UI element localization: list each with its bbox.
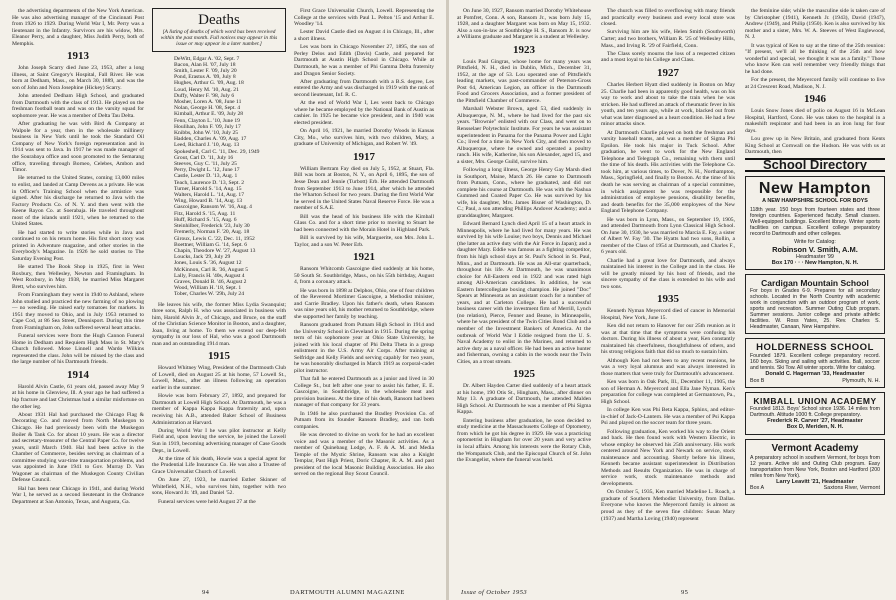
paragraph: Howie was born February 27, 1892, and prepared for Dartmouth at Lowell High School. At Dartmouth, he was a member of Kappa Kappa Kappa fraternity and, upon receiving his A.B., attended Baker School of Business Administration at Harvard.	[152, 393, 286, 426]
deaths-list-item: Teach, Laurence D. '13, Sept. 2	[174, 179, 245, 186]
paragraph: Funeral services were from the Hugh Cannon Funeral Home in Dedham and Requiem High Mass in St. Mary's Church followed. Mose Linnell and Wardo Wilkins represented the class. John will be missed by the class and the large number of his Dartmouth friends.	[12, 333, 144, 366]
paragraph: After graduating he was with Bird & Company at Walpole for a year, then in the wholesale millinery business in New York until he took the Standard Oil Company of New York's foreign representation and in 1914 was sent to Java. In 1917 he was made manager of the Sourabaya office and soon promoted to the Semarang office, traveling through Borneo, Celebes, Ambon and Timor.	[12, 121, 144, 174]
deaths-list	[152, 56, 286, 298]
ad-cardigan-mountain	[745, 274, 885, 334]
deaths-list-item: Perry, Dwight L. '12, June 17	[174, 167, 240, 174]
paragraph: It was typical of Ken to say at the time of the 25th reunion: "If present, we'll all be thinking of the 25th and how wonderful and special, we thought it was as a family." Those who know Ken can well remember very friendly things that he had done.	[745, 42, 885, 75]
paragraph: He started The Book Shop in 1925, first in West Roxbury, then Wellesley, Newton and Framingham. In West Roxbury, in May 1938, he married Miss Margaret Brett, who survives him.	[12, 264, 144, 290]
class-year-heading: 1923	[513, 43, 535, 56]
paragraph: Edward Bernard Lynch died April 15 of a heart attack in Minneapolis, where he had lived for many years. He was survived by his wife Louise; two boys, Dennis and Michael (the latter an active duty with the Air Force in Japan); and a daughter Mary. Eddie was famous as a fighting competitor, from his high school days at St. Paul's School in St. Paul, Minn., and at Dartmouth. He was an All-star quarterback, throughout his life. At Dartmouth, he was unanimous choice for All-Eastern end in 1922 and was rated high among All-American candidates. In addition, he was Eastern Intercollegiate boxing champion. He joined "Doc" Spears at Minnesota as an assistant coach for a number of years, and at Carleton College. He had a successful business career with the investment firm of Merrill, Lynch (no relation), Pierce, Fenner and Beane, in Minneapolis, where he was president of the Twin Cities Bond Club and a member of the Investment Bankers of America. At the outbreak of World War I Eddie resigned from the U. S. Naval Academy to enlist in the Marines, and returned to active duty as a naval officer. He had been an active hunter and fisherman, owning a cabin in the woods near the Twin Cities, an a trout stream.	[457, 221, 591, 365]
ad-contact-name: Robinson V. Smith, A.M.	[772, 244, 858, 254]
deaths-list-item: Fenn, Clayton L. '10, June 19	[174, 117, 240, 124]
paragraph: After graduating from Dartmouth with a B.S. degree, Les entered the Army and was discharged in 1919 with the rank of second lieutenant, Inf. R. C.	[294, 78, 434, 98]
paragraph: He was devoted to divine on work for he had an excellent voice and was a member of the Masonic activities. As a member of Quinebaug Lodge, A. F. & A. M. and Media Temple of the Mystic Shrine, Ransom was also a Knight Templar, Past High Priest, Doric Chapter, R. A. M. and past president of the local Masonic Building Association. He also served on the regional Boy Scout Council.	[294, 432, 434, 478]
paragraph: From Framingham they went in 1940 to Ashland, where John studied and practiced the new farming of no plowing — no weeding. He raised early tomatoes for markets. In 1951 they moved to Ohio, and in July 1953 returned to Cape Cod, at 86 Sea Street, Dennisport. During this time from Framingham on, John suffered several heart attacks.	[12, 292, 144, 331]
paragraph: Although Ken had not been to any recent reunions, he was a very loyal alumnus and was always interested in those matters that were truly for Dartmouth's advancement.	[601, 357, 735, 377]
deaths-list-item: Loud, Henry M. '10, Aug. 21	[174, 86, 239, 93]
deaths-list-item: Fitz, Harold S. '15, Aug. 11	[174, 210, 236, 217]
class-year-heading: 1927	[657, 66, 679, 79]
paragraph: He leaves his wife, the former Miss Lydia Swanquist; three sons, Ralph H. who was associated in business with him, Harold Alvin Jr., of Chicago, and Bruce, on the staff of the Christian Science Monitor in Boston, and a daughter, Joan, living at home. To them we extend our deep-felt sympathy in our loss of Hal, who was a good Dartmouth man and an outstanding 1914 man.	[152, 301, 286, 347]
paragraph: On October 5, 1935, Ken married Madeline L. Roach, a graduate of Southern Methodist University, from Dallas. Everyone who knows the Meyercord family is almost as proud as they of the seven fine children: Susan Mary (1937) and Martha Loving (1940) represent	[601, 489, 735, 522]
deaths-list-item: Wood, William H. '18, Sept. 1	[174, 285, 242, 292]
ad-town: Saxtons River, Vermont	[823, 485, 880, 492]
paragraph: Bill is survived by his wife, Marguerite, son Mrs. John L. Taylor, and a son W. Peter Erb.	[294, 234, 434, 248]
paragraph: Kenneth Nyman Meyercord died of cancer in Memorial Hospital, New York, June 15.	[601, 308, 735, 321]
deaths-box	[152, 8, 286, 52]
paragraph: Hal has been near Chicago in 1941, and during World War I, he served as a second lieutenant in the Ordnance Department at San Antonio, Texas, and Augusta, Ga.	[12, 485, 144, 505]
deaths-list-item: Loucks, Jack '29, July 29	[174, 254, 231, 261]
ad-holderness	[745, 338, 885, 388]
deaths-list-item: DeWitt, Edgar A. '02, Sept. 7	[174, 55, 240, 62]
deaths-list-item: Steeves, Guy C. '11, July 25	[174, 161, 237, 168]
paragraph: Bill was the head of his business life with the Kimball Glass Co. and for a short time prior to moving to Stuart he had been connected with the Morain Hotel in Highland Park.	[294, 213, 434, 233]
class-year-heading: 1914	[67, 368, 89, 381]
deaths-list-item: Duffy, Walter F. '98, July 6	[174, 92, 235, 99]
deaths-list-item: Graves, Donald B. '46, August 2	[174, 278, 247, 285]
paragraph: On April 16, 1921, he married Dorothy Woods in Kansas City, Mo., who survives him, with two children, Mary, a graduate of University of Michigan, and Robert W. '49.	[294, 128, 434, 148]
ad-headmaster: Frederick R. Carver '27, Headmaster	[767, 417, 863, 424]
paragraph: the advertising departments of the New York American. He was also advertising manager of the Cincinnati Post from 1926 to 1929. During World War I, Mr. Perry was a lieutenant in the Infantry. Survivors are his widow, Mrs. Eleanor Perry, and a daughter, Miss Judith Perry, both of Memphis.	[12, 8, 144, 47]
deaths-list-item: Spokeshell, Carl C. '11, Dec. 29, 1949	[174, 148, 260, 155]
paragraph: William Bertram Fay died on July 5, 1952, at Stuart, Fla. Bill was born at Boston, N. Y., on April 6, 1895, the son of Jesse Dean and Jennie (Turbott) Erb. He attended Dartmouth from September 1913 to June 1914, after which he attended the Wharton School for two years. During the first World War he served in the United States Naval Reserve Force. He was a member of S.A.E.	[294, 165, 434, 212]
paragraph: On June 30, 1927, Ransom married Dorothy Whitehouse at Pomfret, Conn. A son, Ransom Jr., was born July 15, 1928, and a daughter Margaret was born on May 15, 1932. Also a son-in-law at Southbridge H. S., Ransom Jr. is now a Williams graduate and Margaret is a student at Wellesley.	[457, 8, 591, 41]
paragraph: Lou grew up in New Britain, and graduated from Kents King School at Cornwall on the Hudson. He was with us at Dartmouth, then	[745, 136, 885, 156]
ad-kimball-union	[745, 392, 885, 435]
paragraph: John attended Dedham High School, and graduated from Dartmouth with the class of 1913. He played on the freshman football team and was on the varsity squad for sophomore year. He was a member of Delta Tau Delta.	[12, 93, 144, 119]
magazine-footer: DARTMOUTH ALUMNI MAGAZINE	[290, 589, 405, 596]
class-year-heading: 1915	[208, 350, 230, 363]
deaths-list-item: Pond, Erastus A. '09, July 8	[174, 74, 236, 81]
deaths-list-item: Gascoigne, Ransom W. '16, Aug. 4	[174, 204, 252, 211]
deaths-list-item: Mosher, Loren A. '08, June 11	[174, 99, 242, 106]
paragraph: Funeral services were held August 27 at the	[158, 498, 256, 505]
page-number: 95	[681, 589, 689, 596]
ad-vermont-academy	[745, 439, 885, 496]
ad-headmaster: Donald C. Hagerman '33, Headmaster	[765, 371, 865, 378]
ad-body: Founded 1813. Boys' School since 1936. 14 miles from Dartmouth. Altitude 1000 ft. College preparatory.	[750, 405, 880, 418]
paragraph: Ransom Whitcomb Gascoigne died suddenly at his home, 50 South St. Southbridge, Mass., on his 55th birthday, August 4, from a coronary attack.	[294, 266, 434, 286]
paragraph: Howard Whitney Wing, President of the Dartmouth Club of Lowell, died on August 25 at his home, 57 Lowell St., Lowell, Mass., after an illness following an operation earlier in the summer.	[152, 365, 286, 391]
paragraph: He returned to the United States, coming 13,000 miles to enlist, and landed at Camp Devens as a private. He was in Officer's Training School when the armistice was signed. After his discharge he returned to Java with the Factory Products Co. of N. Y. and then went with the Keene Rayon Co. at Soerabaja. He traveled throughout most of the islands until 1921, when he returned to the United States.	[12, 175, 144, 228]
paragraph: At the end of World War I, Les went back to Chicago where he became employed by the National Bank of Austin as cashier. In 1925 he became vice president, and in 1940 was elected president.	[294, 100, 434, 126]
ad-box: Box A	[750, 485, 765, 492]
deaths-list-item: Nolan, George H. '08, Sept. 4	[174, 105, 240, 112]
class-year-heading: 1913	[67, 50, 89, 63]
paragraph: Les was born in Chicago November 27, 1895, the son of Perley Delos and Edith (Davis) Castle, and prepared for Dartmouth at Austin High School in Chicago. While at Dartmouth, he was a member of Phi Gamma Delta fraternity and Dragon Senior Society.	[294, 44, 434, 77]
paragraph: During World War I he was pilot instructor at Kelly Field and, upon leaving the service, he joined the Lowell Sun in 1919, becoming advertising manager of Case Goods Dept., in Lowell.	[152, 427, 286, 454]
class-year-heading: 1935	[657, 293, 679, 306]
paragraph: Dr. Albert Hayden Carter died suddenly of a heart attack at his home, 190 Otis St., Hingham, Mass., after dinner on May 13. A graduate of Dartmouth, he attended Malden High School. At Dartmouth he was a member of Phi Sigma Kappa.	[457, 383, 591, 416]
ad-contact-role: Headmaster '99	[796, 253, 834, 260]
paragraph: Charles Herbert Hyatt died suddenly in Boston on May 25. Charlie had been in apparently good health, was on his way to work and about to take the train when he was stricken. He had suffered an attack of rheumatic fever in his youth, and ten years ago, while at work, blacked out from what was later diagnosed as a heart condition. He had a few minor attacks since.	[601, 81, 735, 128]
paragraph: For the present, the Meyercord family will continue to live at 24 Crescent Road, Madison, N. J.	[745, 77, 885, 90]
ad-address-line	[750, 378, 880, 384]
paragraph: Following a long illness, George Henry Gay Marsh died in Southport, Maine, March 26. He came to Dartmouth from Putnam, Conn., where he graduated, and did not complete his course at Dartmouth. He was with the Nashua Gummed and Coated Paper Co. He was survived by his wife, his daughter, Mrs. James Bisner of Washington, D. C.; Paul, a son attending Phillips Andover Academy; and a granddaughter, Margaret.	[457, 167, 591, 219]
deaths-list-item: Chapin, Theodore W. '27, August 13	[174, 247, 256, 254]
paragraph: First Grace Universalist Church, Lowell. Representing the College at the services with Paul L. Pelton '15 and Arthur E. Woodley '14.	[294, 8, 434, 28]
paragraph: Marshall Webster Brown, aged 53, died suddenly in Albuquerque, N. M., where he had lived for the past six years. "Brownie" enlisted with our Class, and went on to Rensselaer Polytechnic Institute. For years he was assistant superintendent in Panama for the Panama Power and Light Co.; lived for a time in New York City, and then moved to Albuquerque, where he owned and operated a poultry ranch. His wife, Katherine, his son Alexander, aged 15, and a sister, Mrs. George Guild, survive him.	[457, 106, 591, 165]
paragraph: He was born in Lynn, Mass., on September 19, 1905, and attended Dartmouth from Lynn Classical High School. On June 30, 1930, he was married to Marcia E. Fay, a sister of Albert W. Fay '30. The Hyatts had two sons, Rollin, a member of the Class of 1954 at Dartmouth, and Charles F., 6 years old.	[601, 216, 735, 256]
paragraph: He had started to write stories while in Java and continued to on his return home. His first short story was printed in Adventure magazine, and other stories in the Everybody's Magazine. In 1926 he sold stories to The Saturday Evening Post.	[12, 229, 144, 262]
deaths-list-item: Hadden, Charles A. '09, Aug. 17	[174, 136, 247, 143]
ad-subtitle: A NEW HAMPSHIRE SCHOOL FOR BOYS	[762, 198, 868, 205]
right-page	[449, 0, 896, 600]
deaths-list-item: McKinnon, Carl R. '36, August 5	[174, 266, 249, 273]
paragraph: The church was filled to overflowing with many friends and practically every business and every local store was closed.	[601, 8, 735, 28]
deaths-list-item: Tober, Charles W. '29h, July 24	[174, 291, 244, 298]
paragraph: John Joseph Scarry died June 23, 1953, after a long illness, at Saint Gregory's Hospital, Fall River. He was born at Dedham, Mass., on March 30, 1889, and was the son of John and Nora Josephine (Hickey) Scarry.	[12, 65, 144, 91]
right-column-3	[745, 8, 885, 499]
school-directory-title: School Directory	[745, 158, 885, 173]
ad-box: Box B	[750, 377, 765, 384]
paragraph: Louis Paul Gingras, whose home for many years was Pittsfield, N. H., died in Dublin, Mich., December 31, 1952, at the age of 53. Lou operated one of Pittsfield's leading markets, was past-commander of Peterson-Gross Post 64, American Legion, an officer in the Dartmouth Food and Grocers Association, and a former president of the Pittsfield Chamber of Commerce.	[457, 58, 591, 105]
paragraph: Lester David Castle died on August 4 in Chicago, Ill., after a short illness.	[294, 29, 434, 42]
left-page	[0, 0, 446, 600]
deaths-list-item: Wing, Howard B. '14, Aug. 13	[174, 198, 243, 205]
ad-school-name: New Hampton	[758, 180, 872, 198]
deaths-list-item: Huff, Richard S. '15, Aug. 6	[174, 216, 237, 223]
paragraph: At Dartmouth Charlie played on both the freshman and varsity baseball teams, and was a member of Sigma Phi Epsilon. He took his major in Tuck School. After graduation, he went to work for the New England Telephone and Telegraph Co., remaining with them until the time of his death. His activities with the Telephone Co. took him, at various times, to Dover, N. H., Northampton, Mass., Springfield, and finally to Boston. At the time of his death he was serving as chairman of a special committee, in which assignment he was responsible for the administration of employee pensions, disability benefits, and death benefits for the 35,000 employees of the New England Telephone Company.	[601, 129, 735, 215]
paragraph: Following graduation, Ken worked his way to the Orient and back. He then found work with Western Electric, in whose employ he observed his 25th anniversary. His work centered around New York and Newark on service, stock maintenance and accounting. Shortly before his illness, Kenneth became assistant superintendent in Distribution Methods and Results Organization. He was in charge of service work, stock maintenance methods and developments.	[601, 428, 735, 487]
ad-body: Founded 1879. Excellent college preparatory record. 160 boys. Skiing and sailing with activities. Ball, soccer and tennis. Ski Tow. All winter sports. Write for catalog.	[750, 353, 880, 372]
ad-town: Plymouth, N. H.	[842, 377, 880, 384]
right-column-2	[601, 8, 735, 524]
deaths-note: [A listing of deaths of which word has been received within the past month. Full notices may appear in this issue or may appear in a later number.]	[160, 29, 278, 48]
deaths-list-item: Walters, Harold L. '14, Aug. 17	[174, 192, 245, 199]
paragraph: He was born in 1898 at Delphos, Ohio, one of four children of the Reverend Mortimer Gascoigne, a Methodist minister, and Carrie Bradley. Upon his father's death, when Ransom was nine years old, his mother returned to Southbridge, where she supported her family by teaching.	[294, 287, 434, 320]
page-number: 94	[202, 589, 210, 596]
ad-school-name: Cardigan Mountain School	[761, 278, 869, 289]
paragraph: Louis Snow Jones died of polio on August 16 in McLean Hospital, Hartford, Conn. He was taken to the hospital in a makeshift respirator and had been in an iron lung for four days.	[745, 108, 885, 134]
paragraph: In 1946 he also purchased the Bradley Provision Co. of Putnam from its founder Ransom Bradley, and ran both companies.	[294, 410, 434, 430]
deaths-list-item: Giroux, Lewis C. '22, Dec. 11, 1952	[174, 235, 255, 242]
ad-school-name: Vermont Academy	[771, 442, 859, 454]
paragraph: That fall he entered Dartmouth as a junior and lived in 30 College St., but left after one year to assist his father, E. E. Gascoigne, in Southbridge, in the wholesale meat and provision business. At the time of his death, Ransom had been manager of that company for 33 years.	[294, 376, 434, 409]
right-column-1	[457, 8, 591, 465]
ad-body: For boys in Grades 6-9. Prepares for all secondary schools. Located in the North Country with academic work in conjunction with an outdoor program of work, sports and recreation. Summer Outing Club program. Summer sessions. Junior college and private athletic facilities. W. Ross Yates, 25. Rev. Charles S. Headmaster, Canaan, New Hampshire.	[750, 288, 880, 331]
paragraph: Charlie had a great love for Dartmouth, and always maintained his interest in the College and in the class. He will be greatly missed by his host of friends, and the sincere sympathy of the class is extended to his wife and two sons.	[601, 257, 735, 290]
paragraph: Surviving him are his wife, Helen Smith (Southworth) Carter; and two brothers, William R. '25 of Wellesley Hills, Mass., and Irving R. '29 of Fairfield, Conn.	[601, 29, 735, 49]
left-column-2	[152, 8, 286, 507]
deaths-list-item: Bacon, Alan H. '07, July 18	[174, 61, 236, 68]
deaths-list-item: Houlihan, John F. '09, July 17	[174, 123, 241, 130]
left-column-3	[294, 8, 434, 480]
paragraph: Ransom graduated from Putnam High School in 1914 and the University School in Cleveland in 1915. During the spring term of his sophomore year at Ohio State University, he joined with his local chapter of Phi Delta Theta in a group enlistment in the U.S. Army Air Corps. After training at Selfridge and Kelly Fields and serving capably for two years, he was honorably discharged in March 1919 as corporal-cadet pilot instructor.	[294, 322, 434, 374]
class-year-heading: 1921	[353, 251, 375, 264]
class-year-heading: 1925	[513, 368, 535, 381]
paragraph: In college Ken was Phi Beta Kappa, Sphinx, and editor-in-chief of Jack-O-Lantern. He was a member of Psi Kappa Psi and played on the soccer team for three years.	[601, 407, 735, 427]
ad-address: Box 170 · · · New Hampton, N. H.	[771, 259, 859, 266]
deaths-list-item: Hughes, Arthur G. '09, Aug. 18	[174, 80, 244, 87]
deaths-list-item: Fremerly, Norman F. '20, Aug. 18	[174, 229, 250, 236]
deaths-list-item: Knibbs, John W. '10, July 25	[174, 130, 239, 137]
deaths-list-item: Jones, Louis S. '36, August 12	[174, 260, 242, 267]
ad-body: A preparatory school in southern Vermont, for boys from 12 years. Active ski and Outing Club program. Easy transportation from New York, Boston and Hartford (200 miles from New York).	[750, 454, 880, 479]
ad-body: 118th year. 150 boys from fourteen states and three foreign countries. Experienced faculty. Small classes. Well-equipped buildings. Excellent library. Winter sports facilities on campus. Excellent college preparatory record to Dartmouth and other colleges.	[750, 206, 880, 237]
deaths-list-item: Leed, Richard J. '10, Aug. 13	[174, 142, 240, 149]
issue-footer: Issue of October 1953	[461, 589, 527, 596]
deaths-list-item: Steinhilber, Frederick '23, July 30	[174, 223, 250, 230]
deaths-list-item: Castle, Lester D. '13, Aug. 1	[174, 173, 238, 180]
ad-school-name: KIMBALL UNION ACADEMY	[753, 395, 877, 406]
paragraph: At the time of his death, Howie was a special agent for the Prudential Life Insurance Co. He was also a Trustee of Grace Universalist Church of Lowell.	[152, 455, 286, 475]
ad-contact-label: Write for Catalog:	[794, 238, 836, 245]
paragraph: On June 27, 1923, he married Esther Skinner of Whitefield, N.H., who survives him, together with two sons, Howard Jr. '49, and Daniel '52.	[152, 477, 286, 497]
deaths-list-item: Smith, Lester F. '09, July 20	[174, 68, 237, 75]
paragraph: Entering business after graduation, he soon decided to study medicine at the Massachusetts College of Optometry, from which he got his degree in 1929. He was a practicing optometrist in Hingham for over 20 years and very active in local affairs. Among his interests were the Rotary Club, the Wompatuck Club, and the Episcopal Church of St. John the Evangelist, where the funeral was held.	[457, 417, 591, 464]
ad-headmaster: Larry Leavitt '21, Headmaster	[776, 478, 854, 485]
deaths-list-item: Kimball, Arthur E. '09, July 28	[174, 111, 244, 118]
paragraph: Ken did not return to Hanover for our 25th reunion as it was at that time that the symptoms were confusing his doctors. During his illness of about a year, Ken constantly maintained his cheerfulness, thoughtfulness of others, and his strong religious faith that did so much to sustain him.	[601, 323, 735, 356]
deaths-list-item: Grout, Carl D. '11, July 16	[174, 154, 234, 161]
paragraph: Ken was born in Oak Park, Ill., December 11, 1905, the son of Herman A. Meyercord and Ella Jane Nyman. Ken's preparation for college was completed at Germantown, Pa., High School.	[601, 379, 735, 405]
deaths-list-item: Boettner, William G. '14, Sept. 6	[174, 241, 248, 248]
class-year-heading: 1917	[353, 150, 375, 163]
paragraph: Harold Alvin Castle, 61 years old, passed away May 9 at his home in Glenview, Ill. A year ago he had suffered a hip fracture and last Christmas had a similar misfortune on the other leg.	[12, 383, 144, 410]
ad-box: Box D, Meriden, N. H.	[786, 424, 844, 431]
left-column-1	[12, 8, 144, 507]
deaths-list-item: Turner, Harold S. '14, Aug. 15	[174, 185, 242, 192]
class-year-heading: 1946	[804, 93, 826, 106]
ad-address-line	[750, 485, 880, 491]
deaths-title: Deaths	[198, 12, 240, 28]
deaths-list-item: Lally, Francis H. '40s, August 4	[174, 272, 245, 279]
paragraph: The Class sorely mourns the loss of a respected citizen and a most loyal to his College and Class.	[601, 50, 735, 64]
ad-new-hampton	[745, 176, 885, 270]
paragraph: About 1931 Hal had purchased the Chicago Flag & Decorating Co. and moved from North Muskegon to Chicago. He had previously been with the Muskegon Boiler & Tank Co. for about 10 years. He was a director and secretary-treasurer of the Central Paper Co. for twelve years, until March 1940. Hal had been active in the Chamber of Commerce, besides serving as chairman of a committee studying war-time transportation problems, and was appointed in June 1941 to Gov. Murray D. Van Wagoner as chairman of the Muskegon County Civilian Defense Council.	[12, 411, 144, 484]
ad-school-name: HOLDERNESS SCHOOL	[756, 342, 874, 354]
paragraph: the feminine side; while the masculine side is taken care of by Christopher (1941), Kenneth Jr. (1943), David (1947), Andrew (1949), and Philip (1950). Ken is also survived by his mother and a sister, Mrs. W. A. Steeves of West Englewood, N. J.	[745, 8, 885, 41]
